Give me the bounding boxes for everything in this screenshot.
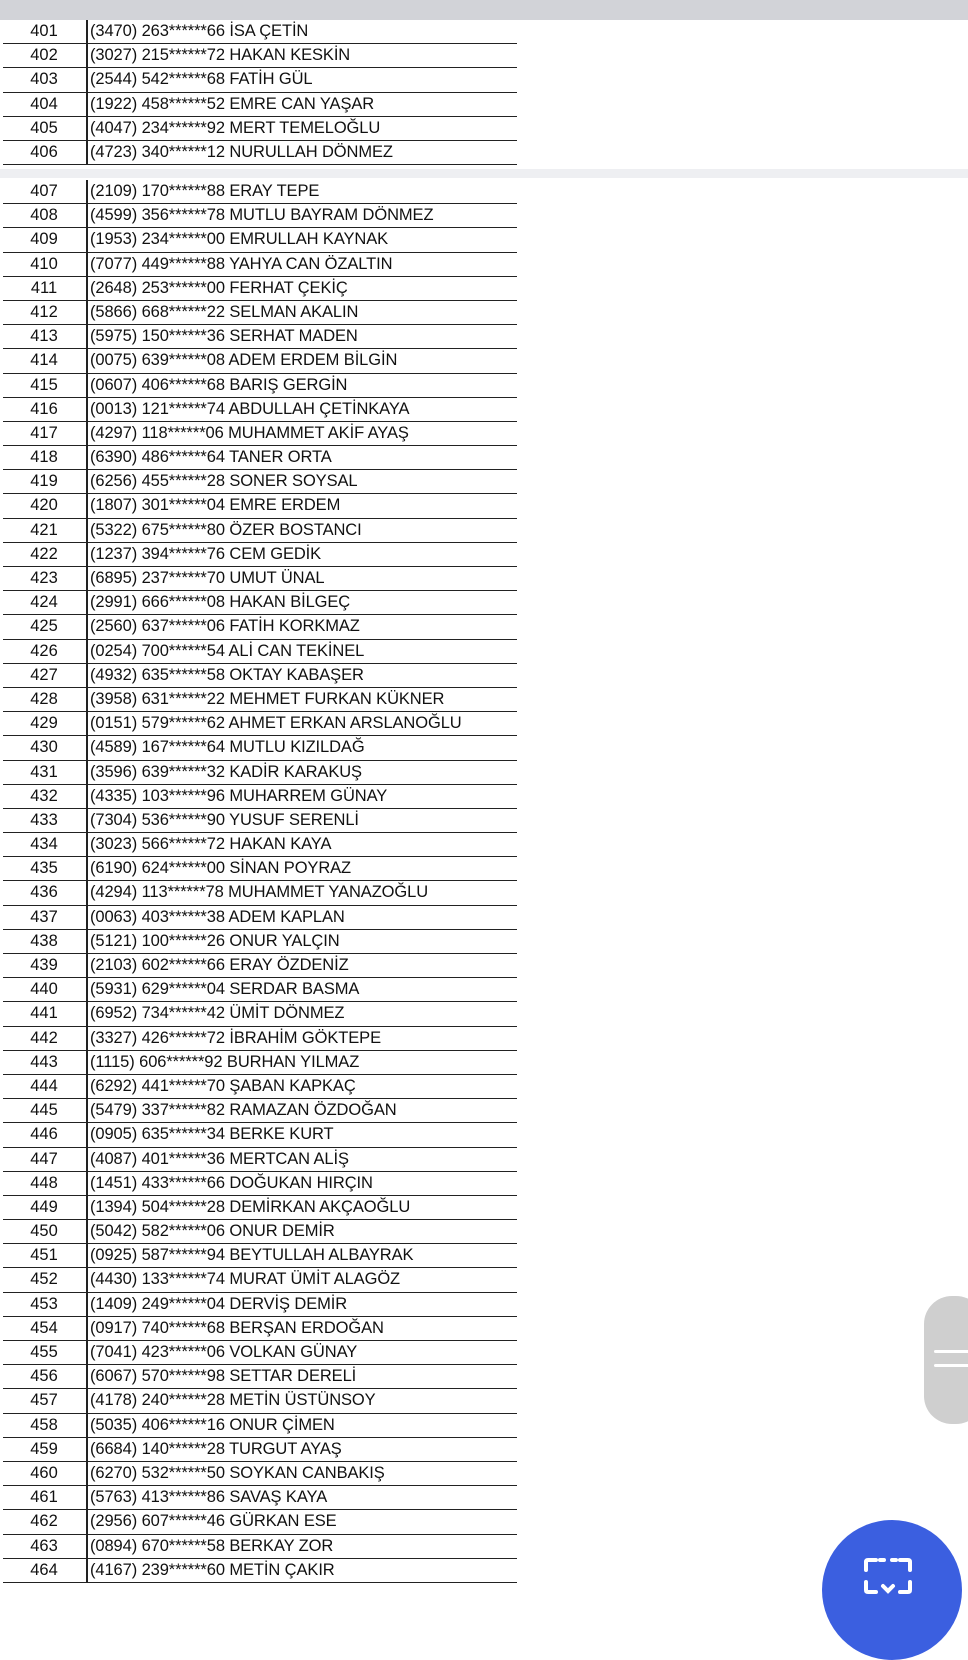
table-row xyxy=(3,117,517,141)
column-divider xyxy=(86,688,88,711)
table-row xyxy=(3,1051,517,1075)
row-entry: (0917) 740******68 BERŞAN ERDOĞAN xyxy=(90,1318,384,1337)
column-divider xyxy=(86,204,88,227)
table-row xyxy=(3,1196,517,1220)
row-number: 453 xyxy=(30,1294,58,1313)
row-number: 438 xyxy=(30,931,58,950)
row-entry: (4599) 356******78 MUTLU BAYRAM DÖNMEZ xyxy=(90,206,434,225)
row-entry: (4335) 103******96 MUHARREM GÜNAY xyxy=(90,786,388,805)
table-row xyxy=(3,519,517,543)
table-row xyxy=(3,277,517,301)
row-number: 431 xyxy=(30,762,58,781)
table-row xyxy=(3,978,517,1002)
row-number: 446 xyxy=(30,1125,58,1144)
row-number: 412 xyxy=(30,302,58,321)
table-row xyxy=(3,204,517,228)
column-divider xyxy=(86,68,88,91)
row-entry: (0075) 639******08 ADEM ERDEM BİLGİN xyxy=(90,351,398,370)
row-entry: (0925) 587******94 BEYTULLAH ALBAYRAK xyxy=(90,1246,414,1265)
list-table-main xyxy=(3,180,517,1583)
row-entry: (4297) 118******06 MUHAMMET AKİF AYAŞ xyxy=(90,423,409,442)
column-divider xyxy=(86,809,88,832)
row-number: 409 xyxy=(30,230,58,249)
table-row xyxy=(3,1462,517,1486)
grip-line-icon xyxy=(934,1364,968,1367)
row-entry: (0254) 700******54 ALİ CAN TEKİNEL xyxy=(90,641,365,660)
table-row xyxy=(3,1172,517,1196)
row-number: 449 xyxy=(30,1197,58,1216)
row-number: 423 xyxy=(30,569,58,587)
row-entry: (5042) 582******06 ONUR DEMİR xyxy=(90,1222,335,1241)
column-divider xyxy=(86,567,88,590)
row-number: 429 xyxy=(30,714,58,733)
column-divider xyxy=(86,1123,88,1146)
table-row xyxy=(3,349,517,373)
column-divider xyxy=(86,1051,88,1074)
row-number: 444 xyxy=(30,1076,58,1095)
row-entry: (2991) 666******08 HAKAN BİLGEÇ xyxy=(90,593,351,612)
column-divider xyxy=(86,833,88,856)
column-divider xyxy=(86,1196,88,1219)
row-number: 460 xyxy=(30,1463,58,1482)
row-entry: (6390) 486******64 TANER ORTA xyxy=(90,448,332,467)
table-row xyxy=(3,470,517,494)
row-number: 447 xyxy=(30,1149,58,1168)
row-number: 455 xyxy=(30,1343,58,1361)
column-divider xyxy=(86,141,88,164)
row-entry: (1922) 458******52 EMRE CAN YAŞAR xyxy=(90,94,375,113)
table-row xyxy=(3,640,517,664)
row-number: 403 xyxy=(30,70,58,89)
row-entry: (6952) 734******42 ÜMİT DÖNMEZ xyxy=(90,1004,345,1023)
row-entry: (2544) 542******68 FATİH GÜL xyxy=(90,70,313,89)
row-number: 439 xyxy=(30,956,58,974)
table-row xyxy=(3,1486,517,1510)
table-row xyxy=(3,1123,517,1147)
column-divider xyxy=(86,1075,88,1098)
table-row xyxy=(3,1027,517,1051)
column-divider xyxy=(86,470,88,493)
table-row xyxy=(3,1510,517,1534)
table-row xyxy=(3,1099,517,1123)
table-row xyxy=(3,422,517,446)
row-number: 441 xyxy=(30,1004,58,1023)
row-number: 442 xyxy=(30,1028,58,1047)
column-divider xyxy=(86,1559,88,1582)
table-row xyxy=(3,1438,517,1462)
row-entry: (5322) 675******80 ÖZER BOSTANCI xyxy=(90,520,362,539)
row-entry: (0905) 635******34 BERKE KURT xyxy=(90,1125,334,1144)
table-row xyxy=(3,325,517,349)
row-number: 417 xyxy=(30,423,58,442)
table-row xyxy=(3,688,517,712)
table-row xyxy=(3,93,517,117)
table-row xyxy=(3,253,517,277)
row-number: 419 xyxy=(30,472,58,491)
table-row xyxy=(3,736,517,760)
row-number: 401 xyxy=(30,22,58,40)
row-number: 416 xyxy=(30,399,58,418)
column-divider xyxy=(86,1099,88,1122)
row-number: 422 xyxy=(30,544,58,563)
table-row xyxy=(3,446,517,470)
row-number: 427 xyxy=(30,665,58,684)
row-entry: (7041) 423******06 VOLKAN GÜNAY xyxy=(90,1343,358,1361)
row-number: 450 xyxy=(30,1222,58,1241)
column-divider xyxy=(86,1148,88,1171)
column-divider xyxy=(86,761,88,784)
row-entry: (6895) 237******70 UMUT ÜNAL xyxy=(90,569,325,587)
column-divider xyxy=(86,640,88,663)
table-row xyxy=(3,494,517,518)
row-entry: (5121) 100******26 ONUR YALÇIN xyxy=(90,931,340,950)
row-entry: (6684) 140******28 TURGUT AYAŞ xyxy=(90,1439,342,1458)
table-row xyxy=(3,44,517,68)
column-divider xyxy=(86,591,88,614)
column-divider xyxy=(86,664,88,687)
table-row xyxy=(3,1389,517,1413)
scroll-handle[interactable] xyxy=(924,1296,968,1424)
table-row xyxy=(3,1317,517,1341)
row-entry: (4178) 240******28 METİN ÜSTÜNSOY xyxy=(90,1391,376,1410)
row-number: 406 xyxy=(30,142,58,161)
row-entry: (5931) 629******04 SERDAR BASMA xyxy=(90,980,360,999)
row-number: 436 xyxy=(30,883,58,902)
column-divider xyxy=(86,44,88,67)
row-number: 459 xyxy=(30,1439,58,1458)
column-divider xyxy=(86,1220,88,1243)
table-row xyxy=(3,1293,517,1317)
row-entry: (4047) 234******92 MERT TEMELOĞLU xyxy=(90,118,381,137)
table-row xyxy=(3,20,517,44)
row-number: 440 xyxy=(30,980,58,999)
column-divider xyxy=(86,277,88,300)
row-entry: (5763) 413******86 SAVAŞ KAYA xyxy=(90,1488,328,1507)
row-entry: (5479) 337******82 RAMAZAN ÖZDOĞAN xyxy=(90,1101,397,1120)
crop-frame-icon xyxy=(862,1556,914,1596)
column-divider xyxy=(86,1535,88,1558)
table-row xyxy=(3,1559,517,1583)
row-entry: (4167) 239******60 METİN ÇAKIR xyxy=(90,1560,335,1579)
row-entry: (4294) 113******78 MUHAMMET YANAZOĞLU xyxy=(90,883,429,902)
table-row xyxy=(3,228,517,252)
row-number: 452 xyxy=(30,1270,58,1289)
row-number: 432 xyxy=(30,786,58,805)
column-divider xyxy=(86,519,88,542)
row-entry: (6067) 570******98 SETTAR DERELİ xyxy=(90,1367,357,1386)
row-number: 443 xyxy=(30,1052,58,1071)
row-entry: (1409) 249******04 DERVİŞ DEMİR xyxy=(90,1294,348,1313)
table-row xyxy=(3,180,517,204)
column-divider xyxy=(86,1486,88,1509)
list-table-top xyxy=(3,20,517,165)
table-row xyxy=(3,785,517,809)
row-number: 421 xyxy=(30,520,58,539)
row-number: 407 xyxy=(30,182,58,200)
table-row xyxy=(3,881,517,905)
row-entry: (5975) 150******36 SERHAT MADEN xyxy=(90,327,358,346)
column-divider xyxy=(86,785,88,808)
row-entry: (0063) 403******38 ADEM KAPLAN xyxy=(90,907,345,926)
row-entry: (4430) 133******74 MURAT ÜMİT ALAGÖZ xyxy=(90,1270,401,1289)
table-row xyxy=(3,1414,517,1438)
table-row xyxy=(3,906,517,930)
table-row xyxy=(3,954,517,978)
row-entry: (7304) 536******90 YUSUF SERENLİ xyxy=(90,810,359,829)
row-number: 413 xyxy=(30,327,58,346)
row-number: 428 xyxy=(30,689,58,708)
column-divider xyxy=(86,349,88,372)
table-row xyxy=(3,857,517,881)
row-number: 448 xyxy=(30,1173,58,1192)
row-entry: (6292) 441******70 ŞABAN KAPKAÇ xyxy=(90,1076,356,1095)
column-divider xyxy=(86,1510,88,1533)
column-divider xyxy=(86,374,88,397)
row-entry: (2103) 602******66 ERAY ÖZDENİZ xyxy=(90,956,349,974)
column-divider xyxy=(86,1414,88,1437)
row-entry: (4723) 340******12 NURULLAH DÖNMEZ xyxy=(90,142,393,161)
table-row xyxy=(3,615,517,639)
column-divider xyxy=(86,1027,88,1050)
row-entry: (3327) 426******72 İBRAHİM GÖKTEPE xyxy=(90,1028,381,1047)
table-row xyxy=(3,374,517,398)
column-divider xyxy=(86,228,88,251)
row-number: 433 xyxy=(30,810,58,829)
table-row xyxy=(3,712,517,736)
column-divider xyxy=(86,857,88,880)
row-entry: (5035) 406******16 ONUR ÇİMEN xyxy=(90,1415,335,1434)
row-number: 405 xyxy=(30,118,58,137)
column-divider xyxy=(86,301,88,324)
row-entry: (1451) 433******66 DOĞUKAN HIRÇIN xyxy=(90,1173,373,1192)
row-entry: (0607) 406******68 BARIŞ GERGİN xyxy=(90,375,348,394)
row-number: 418 xyxy=(30,448,58,467)
row-number: 463 xyxy=(30,1536,58,1555)
column-divider xyxy=(86,1268,88,1291)
column-divider xyxy=(86,20,88,43)
row-number: 415 xyxy=(30,375,58,394)
row-number: 454 xyxy=(30,1318,58,1337)
row-entry: (6256) 455******28 SONER SOYSAL xyxy=(90,472,358,491)
column-divider xyxy=(86,117,88,140)
column-divider xyxy=(86,446,88,469)
column-divider xyxy=(86,1002,88,1025)
row-number: 434 xyxy=(30,835,58,854)
table-row xyxy=(3,1365,517,1389)
table-row xyxy=(3,591,517,615)
column-divider xyxy=(86,1462,88,1485)
column-divider xyxy=(86,325,88,348)
row-entry: (1115) 606******92 BURHAN YILMAZ xyxy=(90,1052,360,1071)
row-entry: (4589) 167******64 MUTLU KIZILDAĞ xyxy=(90,738,365,757)
column-divider xyxy=(86,1317,88,1340)
row-number: 461 xyxy=(30,1488,58,1507)
row-entry: (4932) 635******58 OKTAY KABAŞER xyxy=(90,665,364,684)
row-entry: (1394) 504******28 DEMİRKAN AKÇAOĞLU xyxy=(90,1197,411,1216)
row-entry: (6270) 532******50 SOYKAN CANBAKIŞ xyxy=(90,1463,385,1482)
column-divider xyxy=(86,1244,88,1267)
row-number: 435 xyxy=(30,859,58,878)
row-number: 402 xyxy=(30,46,58,65)
row-number: 410 xyxy=(30,254,58,273)
column-divider xyxy=(86,930,88,953)
page-break xyxy=(0,169,968,178)
row-number: 408 xyxy=(30,206,58,225)
column-divider xyxy=(86,954,88,977)
table-row xyxy=(3,1220,517,1244)
column-divider xyxy=(86,712,88,735)
table-row xyxy=(3,141,517,165)
table-row xyxy=(3,301,517,325)
row-entry: (4087) 401******36 MERTCAN ALİŞ xyxy=(90,1149,349,1168)
table-row xyxy=(3,68,517,92)
row-entry: (3027) 215******72 HAKAN KESKİN xyxy=(90,46,351,65)
column-divider xyxy=(86,978,88,1001)
row-number: 404 xyxy=(30,94,58,113)
row-entry: (2956) 607******46 GÜRKAN ESE xyxy=(90,1512,337,1531)
column-divider xyxy=(86,1389,88,1412)
table-row xyxy=(3,398,517,422)
row-number: 456 xyxy=(30,1367,58,1386)
row-number: 424 xyxy=(30,593,58,612)
row-number: 411 xyxy=(30,278,58,297)
row-entry: (2109) 170******88 ERAY TEPE xyxy=(90,182,320,200)
column-divider xyxy=(86,93,88,116)
table-row xyxy=(3,1002,517,1026)
column-divider xyxy=(86,1438,88,1461)
table-row xyxy=(3,1341,517,1365)
row-entry: (0151) 579******62 AHMET ERKAN ARSLANOĞLU xyxy=(90,714,462,733)
row-entry: (0894) 670******58 BERKAY ZOR xyxy=(90,1536,334,1555)
table-row xyxy=(3,1148,517,1172)
row-number: 462 xyxy=(30,1512,58,1531)
column-divider xyxy=(86,494,88,517)
column-divider xyxy=(86,180,88,203)
row-entry: (7077) 449******88 YAHYA CAN ÖZALTIN xyxy=(90,254,393,273)
row-number: 457 xyxy=(30,1391,58,1410)
row-number: 414 xyxy=(30,351,58,370)
row-number: 426 xyxy=(30,641,58,660)
row-entry: (2560) 637******06 FATİH KORKMAZ xyxy=(90,617,360,636)
column-divider xyxy=(86,1365,88,1388)
column-divider xyxy=(86,422,88,445)
row-entry: (1807) 301******04 EMRE ERDEM xyxy=(90,496,341,515)
table-row xyxy=(3,664,517,688)
row-entry: (6190) 624******00 SİNAN POYRAZ xyxy=(90,859,352,878)
column-divider xyxy=(86,615,88,638)
column-divider xyxy=(86,1341,88,1364)
row-number: 458 xyxy=(30,1415,58,1434)
column-divider xyxy=(86,736,88,759)
row-entry: (2648) 253******00 FERHAT ÇEKİÇ xyxy=(90,278,348,297)
row-entry: (1953) 234******00 EMRULLAH KAYNAK xyxy=(90,230,389,249)
table-row xyxy=(3,567,517,591)
table-row xyxy=(3,1268,517,1292)
table-row xyxy=(3,1535,517,1559)
table-row xyxy=(3,543,517,567)
row-number: 464 xyxy=(30,1560,58,1579)
column-divider xyxy=(86,398,88,421)
row-entry: (5866) 668******22 SELMAN AKALIN xyxy=(90,302,359,321)
column-divider xyxy=(86,881,88,904)
table-row xyxy=(3,930,517,954)
table-row xyxy=(3,761,517,785)
row-number: 425 xyxy=(30,617,58,636)
grip-line-icon xyxy=(934,1350,968,1353)
column-divider xyxy=(86,906,88,929)
row-number: 445 xyxy=(30,1101,58,1120)
table-row xyxy=(3,809,517,833)
row-number: 430 xyxy=(30,738,58,757)
table-row xyxy=(3,1075,517,1099)
row-entry: (3470) 263******66 İSA ÇETİN xyxy=(90,22,309,40)
row-entry: (0013) 121******74 ABDULLAH ÇETİNKAYA xyxy=(90,399,410,418)
column-divider xyxy=(86,543,88,566)
row-entry: (1237) 394******76 CEM GEDİK xyxy=(90,544,322,563)
row-number: 420 xyxy=(30,496,58,515)
row-entry: (3596) 639******32 KADİR KARAKUŞ xyxy=(90,762,362,781)
row-number: 437 xyxy=(30,907,58,926)
top-scroll-strip xyxy=(0,0,968,20)
table-row xyxy=(3,833,517,857)
row-entry: (3023) 566******72 HAKAN KAYA xyxy=(90,835,332,854)
row-number: 451 xyxy=(30,1246,58,1265)
row-entry: (3958) 631******22 MEHMET FURKAN KÜKNER xyxy=(90,689,445,708)
screenshot-button[interactable] xyxy=(822,1520,962,1660)
table-row xyxy=(3,1244,517,1268)
column-divider xyxy=(86,1172,88,1195)
column-divider xyxy=(86,1293,88,1316)
column-divider xyxy=(86,253,88,276)
